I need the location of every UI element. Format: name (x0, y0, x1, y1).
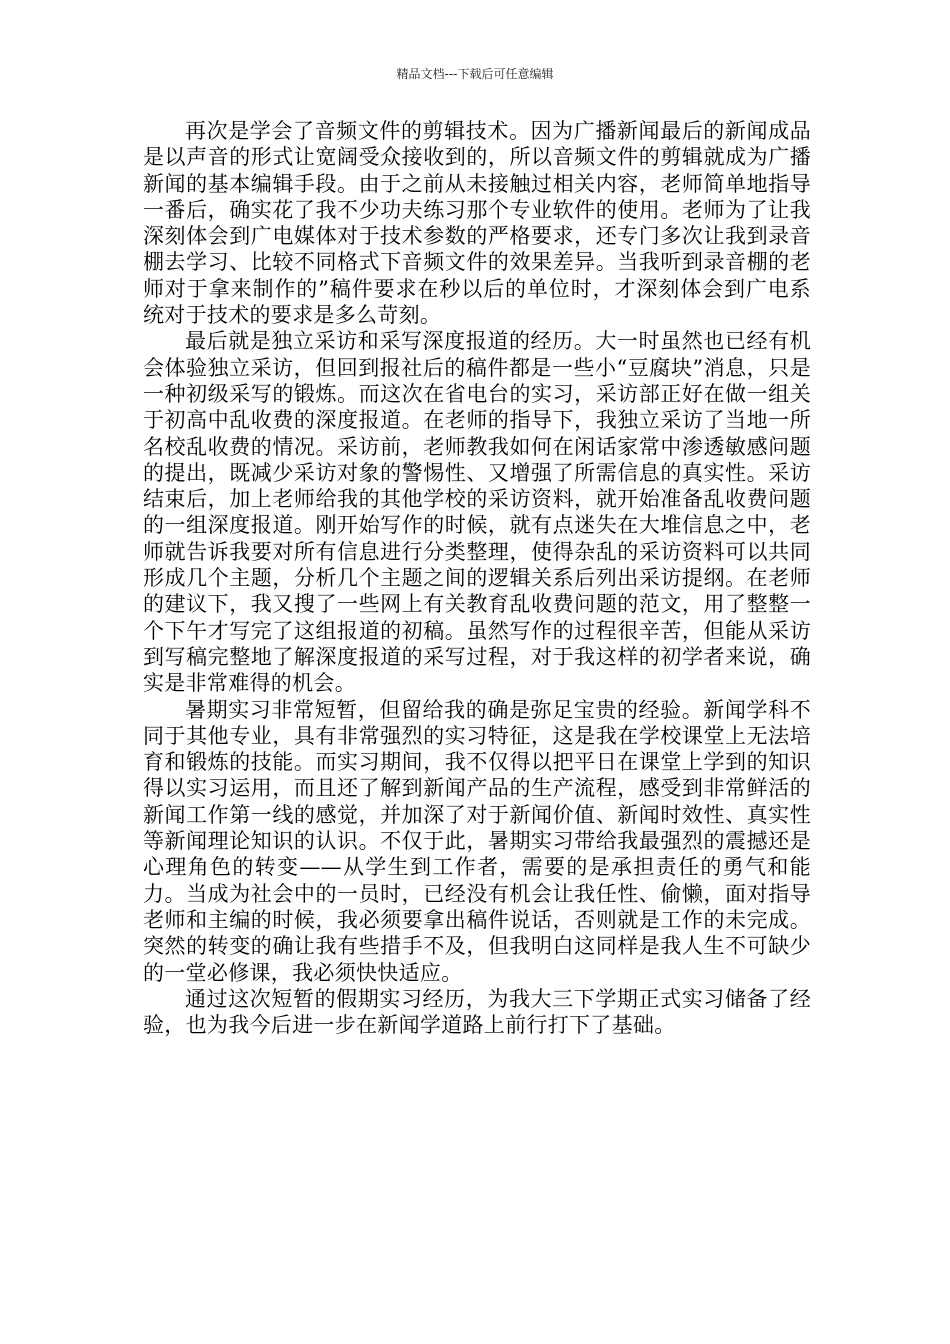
document-body (143, 118, 811, 1038)
paragraph-summer-internship: 暑期实习非常短暂，但留给我的确是弥足宝贵的经验。新闻学科不同于其他专业，具有非常强烈的实习特征，这是我在学校课堂上无法培育和锻炼的技能。而实习期间，我不仅得以把平日在课堂上学到的知识得以实习运用，而且还了解到新闻产品的生产流程，感受到非常鲜活的新闻工作第一线的感觉，并加深了对于新闻价值、新闻时效性、真实性等新闻理论知识的认识。不仅于此，暑期实习带给我最强烈的震撼还是心理角色的转变——从学生到工作者，需要的是承担责任的勇气和能力。当成为社会中的一员时，已经没有机会让我任性、偷懒，面对指导老师和主编的时候，我必须要拿出稿件说话，否则就是工作的未完成。突然的转变的确让我有些措手不及，但我明白这同样是我人生不可缺少的一堂必修课，我必须快快适应。 (143, 697, 811, 985)
paragraph-audio-editing: 再次是学会了音频文件的剪辑技术。因为广播新闻最后的新闻成品是以声音的形式让宽阔受众接收到的，所以音频文件的剪辑就成为广播新闻的基本编辑手段。由于之前从未接触过相关内容，老师简单地指导一番后，确实花了我不少功夫练习那个专业软件的使用。老师为了让我深刻体会到广电媒体对于技术参数的严格要求，还专门多次让我到录音棚去学习、比较不同格式下音频文件的效果差异。当我听到录音棚的老师对于拿来制作的”稿件要求在秒以后的单位时，才深刻体会到广电系统对于技术的要求是多么苛刻。 (143, 119, 811, 328)
page-header: 精品文档---下载后可任意编辑 (396, 67, 554, 81)
paragraph-conclusion: 通过这次短暂的假期实习经历，为我大三下学期正式实习储备了经验，也为我今后进一步在新闻学道路上前行打下了基础。 (143, 986, 811, 1038)
paragraph-independent-interview: 最后就是独立采访和采写深度报道的经历。大一时虽然也已经有机会体验独立采访，但回到报社后的稿件都是一些小“豆腐块”消息，只是一种初级采写的锻炼。而这次在省电台的实习，采访部正好在做一组关于初高中乱收费的深度报道。在老师的指导下，我独立采访了当地一所名校乱收费的情况。采访前，老师教我如何在闲话家常中渗透敏感问题的提出，既减少采访对象的警惕性、又增强了所需信息的真实性。采访结束后，加上老师给我的其他学校的采访资料，就开始准备乱收费问题的一组深度报道。刚开始写作的时候，就有点迷失在大堆信息之中，老师就告诉我要对所有信息进行分类整理，使得杂乱的采访资料可以共同形成几个主题，分析几个主题之间的逻辑关系后列出采访提纲。在老师的建议下，我又搜了一些网上有关教育乱收费问题的范文，用了整整一个下午才写完了这组报道的初稿。虽然写作的过程很辛苦，但能从采访到写稿完整地了解深度报道的采写过程，对于我这样的初学者来说，确实是非常难得的机会。 (143, 329, 811, 696)
